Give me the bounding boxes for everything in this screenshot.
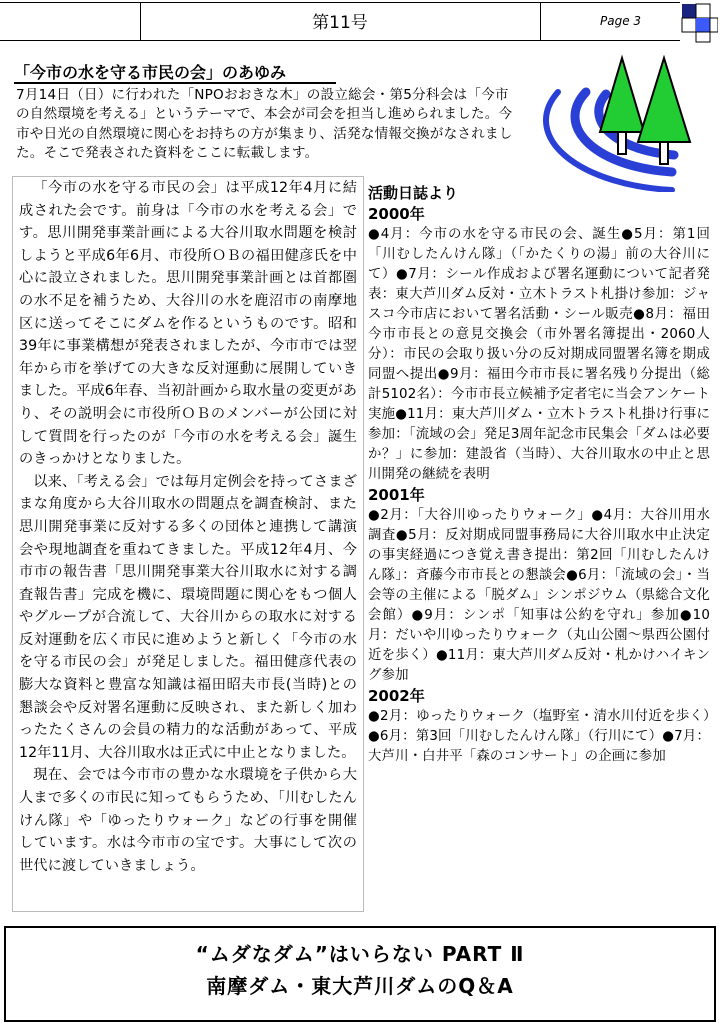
article-paragraph: 現在、会では今市市の豊かな水環境を子供から大人まで多くの市民に知ってもらうため、「川むしたんけん隊」や「ゆったりウォーク」などの行事を開催しています。水は今市市の宝です。大事にして次の世代に渡していきましょう。 [19, 767, 357, 874]
page-number: Page 3 [600, 14, 642, 28]
next-article-banner [4, 926, 716, 1022]
diary-year: 2001年 [368, 486, 425, 504]
article-title: 「今市の水を守る市民の会」のあゆみ [14, 63, 287, 82]
main-article-column [12, 176, 364, 912]
header-bottom-rule [0, 40, 680, 41]
corner-squares-icon [674, 2, 718, 44]
diary-year: 2002年 [368, 687, 425, 705]
header-divider-mid [540, 2, 541, 40]
banner-line-2: 南摩ダム・東大芦川ダムのQ＆A [206, 974, 514, 998]
issue-number: 第11号 [312, 13, 368, 33]
diary-year: 2000年 [368, 205, 425, 223]
diary-title: 活動日誌より [368, 184, 459, 202]
forest-river-logo-icon [522, 52, 712, 192]
article-paragraph: 「今市の水を守る市民の会」は平成12年4月に結成された会です。前身は「今市の水を考える会」です。思川開発事業計画による大谷川取水問題を検討しようと平成6年6月、市役所ＯＢの福田健彦氏を中心に設立されました。思川開発事業計画とは首都圏の水不足を補うため、大谷川の水を鹿沼市の南摩地区に送ってそこにダムを作るというものです。昭和39年に事業構想が発表されましたが、今市市では翌年から市を挙げての大きな反対運動に展開していきました。平成6年春、当初計画から取水量の変更があり、その説明会に市役所ＯＢのメンバーが公団に対して質問を行ったのが「今市の水を考える会」誕生のきっかけとなりました。 [19, 180, 357, 468]
diary-entry: ●2月：ゆったりウォーク（塩野室・清水川付近を歩く）●6月：第3回「川むしたんけん隊」（行川にて）●7月：大芦川・白井平「森のコンサート」の企画に参加 [368, 709, 710, 764]
activity-diary-column [368, 182, 710, 767]
page-header [0, 0, 720, 44]
diary-entry: ●2月：「大谷川ゆったりウォーク」●4月：大谷川用水調査●5月：反対期成同盟事務局に大谷川取水中止決定の事実経過につき覚え書き提出：第2回「川むしたんけん隊」：斉藤今市市長との懇談会●6月：「流域の会」・当会等の主催による「脱ダム」シンポジウム（県総合文化会館）●9月：シンポ「知事は公約を守れ」参加●10月：だいや川ゆったりウォーク（丸山公園～県西公園付近を歩く）●11月：東大芦川ダム反対・札かけハイキング参加 [368, 508, 710, 683]
banner-line-1: “ムダなダム”はいらない PART Ⅱ [195, 942, 525, 966]
article-paragraph: 以来、「考える会」では毎月定例会を持ってさまざまな角度から大谷川取水の問題点を調査検討、また思川開発事業に反対する多くの団体と連携して講演会や現地調査を重ねてきました。平成12年4月、今市市の報告書「思川開発事業大谷川取水に対する調査報告書」完成を機に、環境問題に関心をもつ個人やグループが合流して、大谷川からの取水に対する反対運動を広く市民に進めようと新しく「今市の水を守る市民の会」が発足しました。福田健彦代表の膨大な資料と豊富な知識は福田昭夫市長(当時)との懇談会や反対署名運動に反映され、また新しく加わったたくさんの会員の精力的な活動があって、平成12年11月、大谷川取水は正式に中止となりました。 [19, 473, 357, 761]
diary-entry: ●4月：今市の水を守る市民の会、誕生●5月：第1回「川むしたんけん隊」（「かたくりの湯」前の大谷川にて）●7月：シール作成および署名運動について記者発表：東大芦川ダム反対・立木トラスト札掛け参加：ジャスコ今市店において署名活動・シール販売●8月：福田今市市長との意見交換会（市外署名簿提出・2060人分）：市民の会取り扱い分の反対期成同盟署名簿を期成同盟へ提出●9月：福田今市市長に署名残り分提出（総計5102名）：今市市長立候補予定者宅に当会アンケート実施●11月：東大芦川ダム・立木トラスト札掛け行事に参加：「流域の会」発足3周年記念市民集会「ダムは必要か？」に参加：建設省（当時）、大谷川取水の中止と思川開発の継続を表明 [368, 227, 710, 482]
title-underline [14, 82, 336, 84]
header-top-rule [0, 2, 680, 3]
article-intro: 7月14日（日）に行われた「NPOおおきな木」の設立総会・第5分科会は「今市の自然環境を考える」というテーマで、本会が司会を担当し進められました。今市や日光の自然環境に関心をお持ちの方が集まり、活発な情報交換がなされました。そこで発表された資料をここに転載します。 [16, 87, 513, 162]
